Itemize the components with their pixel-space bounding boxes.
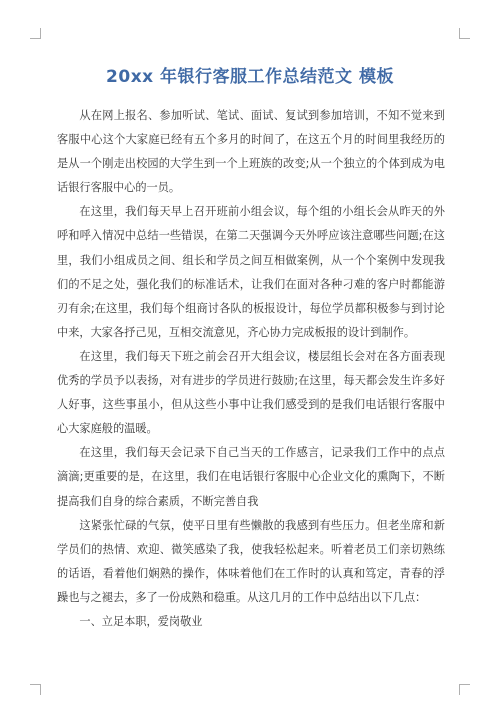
paragraph: 在这里，我们每天会记录下自己当天的工作感言，记录我们工作中的点点滴滴;更重要的是，在这里，我们在电话银行客服中心企业文化的熏陶下，不断提高我们自身的综合素质，不断完善自我 — [57, 446, 445, 508]
paragraph: 在这里，我们每天下班之前会召开大组会议，楼层组长会对在各方面表现优秀的学员予以表扬，对有进步的学员进行鼓励;在这里，每天都会发生许多好人好事，这些事虽小，但从这些小事中让我们感受到的是我们电话银行客服中心大家庭般的温暖。 — [57, 349, 445, 436]
crop-mark-bottom-right — [459, 684, 470, 695]
crop-mark-top-right — [459, 28, 470, 39]
section-heading: 一、立足本职，爱岗敬业 — [79, 614, 203, 628]
paragraph: 从在网上报名、参加听试、笔试、面试、复试到参加培训，不知不觉来到客服中心这个大家庭已经有五个多月的时间了，在这五个月的时间里我经历的是从一个刚走出校园的大学生到一个上班族的改变;从一个独立的个体到成为电话银行客服中心的一员。 — [57, 109, 445, 195]
crop-mark-bottom-left — [30, 684, 41, 695]
paragraph: 在这里，我们每天早上召开班前小组会议，每个组的小组长会从昨天的外呼和呼入情况中总结一些错误，在第二天强调今天外呼应该注意哪些问题;在这里，我们小组成员之间、组长和学员之间互相做案例，从一个个案例中发现我们的不足之处，强化我们的标准话术，让我们在面对各种刁难的客户时都能游刃有余;在这里，我们每个组商讨各队的板报设计，每位学员都积极参与到讨论中来，大家各抒己见，互相交流意见，齐心协力完成板报的设计到制作。 — [57, 205, 445, 339]
document-title: 20xx 年银行客服工作总结范文 模板 — [106, 67, 394, 87]
crop-mark-top-left — [30, 28, 41, 39]
document-body — [57, 104, 445, 634]
paragraph: 这紧张忙碌的气氛，使平日里有些懒散的我感到有些压力。但老坐席和新学员们的热情、欢迎、微笑感染了我，使我轻松起来。听着老员工们亲切熟练的话语，看着他们娴熟的操作，体味着他们在工作时的认真和笃定，青春的浮躁也与之褪去，多了一份成熟和稳重。从这几月的工作中总结出以下几点： — [57, 518, 445, 604]
